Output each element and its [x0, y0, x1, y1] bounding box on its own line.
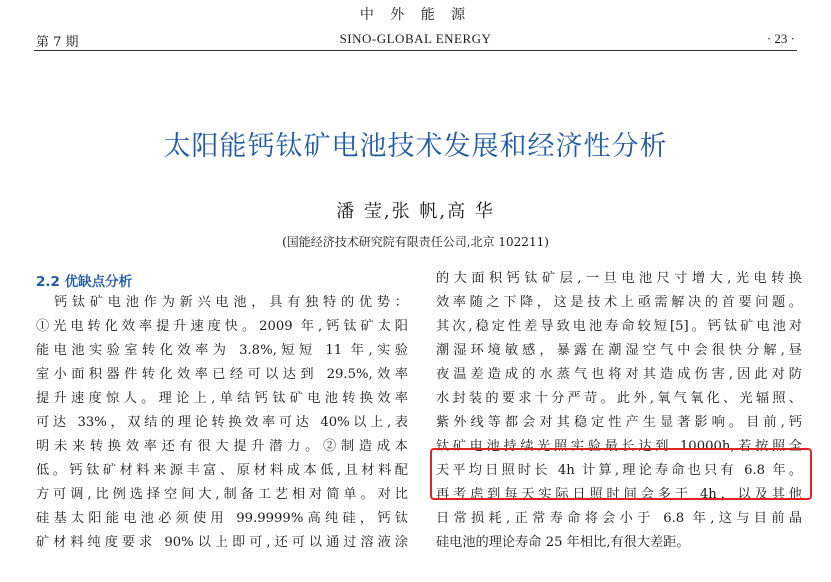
text-line: 钛矿电池持续光照实验最长达到 10000h,若按照全 [436, 439, 802, 454]
journal-name-cn: 中 外 能 源 [359, 7, 472, 23]
text-line: 室小面积器件转化效率已经可以达到 29.5%,效率 [36, 367, 408, 382]
text-line: 矿材料纯度要求 90%以上即可,还可以通过溶液涂 [36, 535, 408, 550]
highlight-box [430, 448, 812, 500]
text-line: 天平均日照时长 4h 计算,理论寿命也只有 6.8 年。 [436, 463, 802, 478]
text-line: 能电池实验室转化效率为 3.8%,短短 11 年,实验 [36, 343, 408, 358]
article-title: 太阳能钙钛矿电池技术发展和经济性分析 [163, 131, 668, 162]
text-line: 再考虑到每天实际日照时间会多于 4h，以及其他 [436, 487, 802, 502]
text-line: 的大面积钙钛矿层,一旦电池尺寸增大,光电转换 [436, 271, 802, 286]
text-line: 潮湿环境敏感，暴露在潮湿空气中会很快分解,昼 [436, 343, 802, 358]
page-number: · 23 · [766, 31, 795, 46]
journal-name-en: SINO-GLOBAL ENERGY [339, 31, 492, 46]
text-line: 硅基太阳能电池必须使用 99.9999%高纯硅，钙钛 [36, 511, 408, 526]
section-heading: 2.2 优缺点分析 [36, 274, 133, 290]
text-line: 效率随之下降，这是技术上亟需解决的首要问题。 [436, 295, 802, 310]
article-authors: 潘 莹,张 帆,高 华 [336, 201, 495, 222]
issue-number: 第 7 期 [36, 35, 79, 50]
left-column [36, 291, 408, 555]
text-line: 提升速度惊人。理论上,单结钙钛矿电池转换效率 [36, 391, 408, 406]
text-line: 硅电池的理论寿命 25 年相比,有很大差距。 [436, 535, 690, 550]
right-column [436, 267, 802, 555]
text-line: 其次,稳定性差导致电池寿命较短[5]。钙钛矿电池对 [436, 319, 802, 334]
author-affiliation: (国能经济技术研究院有限责任公司,北京 102211) [282, 235, 549, 249]
text-line: ①光电转化效率提升速度快。2009 年,钙钛矿太阳 [36, 319, 408, 334]
header-rule [34, 50, 797, 51]
text-line: 水封装的要求十分严苛。此外,氧气氧化、光辐照、 [436, 391, 802, 406]
text-line: 钙钛矿电池作为新兴电池，具有独特的优势： [36, 295, 408, 310]
text-line: 明未来转换效率还有很大提升潜力。②制造成本 [36, 439, 408, 454]
text-line: 方可调,比例选择空间大,制备工艺相对简单。对比 [36, 487, 408, 502]
text-line: 日常损耗,正常寿命将会小于 6.8 年,这与目前晶 [436, 511, 802, 526]
text-line: 可达 33%，双结的理论转换效率可达 40%以上,表 [36, 415, 408, 430]
text-line: 紫外线等都会对其稳定性产生显著影响。目前,钙 [436, 415, 802, 430]
text-line: 夜温差造成的水蒸气也将对其造成伤害,因此对防 [436, 367, 802, 382]
text-line: 低。钙钛矿材料来源丰富、原材料成本低,且材料配 [36, 463, 408, 478]
